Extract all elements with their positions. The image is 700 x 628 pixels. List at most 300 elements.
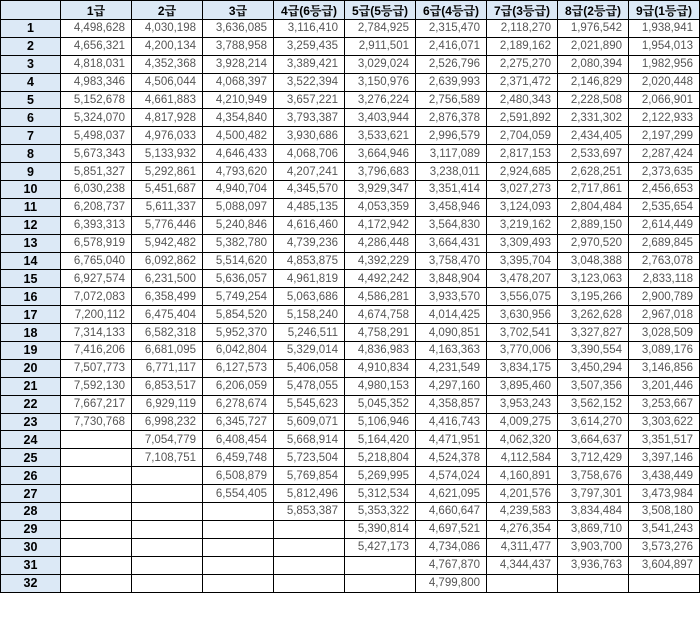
- salary-cell: 3,930,686: [274, 127, 345, 145]
- salary-cell: [274, 538, 345, 556]
- salary-cell: 3,390,554: [558, 342, 629, 360]
- salary-cell: 1,954,013: [629, 37, 700, 55]
- salary-cell: 3,309,493: [487, 234, 558, 252]
- salary-cell: 4,207,241: [274, 163, 345, 181]
- row-header-step: 21: [1, 377, 61, 395]
- salary-cell: 7,416,206: [61, 342, 132, 360]
- salary-cell: 2,066,901: [629, 91, 700, 109]
- salary-cell: 4,358,857: [416, 395, 487, 413]
- salary-cell: 4,799,800: [416, 574, 487, 592]
- column-header-grade-3: 3급: [203, 1, 274, 20]
- salary-cell: 4,286,448: [345, 234, 416, 252]
- salary-cell: 3,834,175: [487, 359, 558, 377]
- table-row: [1, 538, 700, 556]
- column-header-grade-8: 8급(2등급): [558, 1, 629, 20]
- table-row: [1, 503, 700, 521]
- salary-cell: 3,351,517: [629, 431, 700, 449]
- row-header-step: 2: [1, 37, 61, 55]
- row-header-step: 3: [1, 55, 61, 73]
- salary-cell: 3,933,570: [416, 288, 487, 306]
- salary-cell: 5,063,686: [274, 288, 345, 306]
- salary-cell: [487, 574, 558, 592]
- salary-cell: 3,758,470: [416, 252, 487, 270]
- salary-cell: 3,123,063: [558, 270, 629, 288]
- row-header-step: 20: [1, 359, 61, 377]
- salary-cell: 4,983,346: [61, 73, 132, 91]
- salary-cell: 3,903,700: [558, 538, 629, 556]
- salary-cell: 4,646,433: [203, 145, 274, 163]
- salary-cell: 6,554,405: [203, 485, 274, 503]
- salary-cell: 6,771,117: [132, 359, 203, 377]
- salary-cell: 6,092,862: [132, 252, 203, 270]
- salary-cell: 2,371,472: [487, 73, 558, 91]
- salary-cell: 3,403,944: [345, 109, 416, 127]
- salary-cell: 3,793,387: [274, 109, 345, 127]
- salary-cell: 5,851,327: [61, 163, 132, 181]
- salary-cell: [345, 574, 416, 592]
- row-header-step: 9: [1, 163, 61, 181]
- salary-cell: 6,358,499: [132, 288, 203, 306]
- salary-cell: 5,952,370: [203, 324, 274, 342]
- salary-cell: 4,276,354: [487, 520, 558, 538]
- salary-cell: 4,311,477: [487, 538, 558, 556]
- salary-cell: 4,112,584: [487, 449, 558, 467]
- row-header-step: 16: [1, 288, 61, 306]
- salary-cell: 5,353,322: [345, 503, 416, 521]
- salary-cell: 5,749,254: [203, 288, 274, 306]
- salary-cell: 4,524,378: [416, 449, 487, 467]
- salary-cell: 4,758,291: [345, 324, 416, 342]
- salary-cell: 5,451,687: [132, 181, 203, 199]
- row-header-step: 4: [1, 73, 61, 91]
- salary-cell: 4,940,704: [203, 181, 274, 199]
- table-row: [1, 377, 700, 395]
- salary-cell: 3,124,093: [487, 198, 558, 216]
- salary-cell: 6,393,313: [61, 216, 132, 234]
- salary-cell: 4,201,576: [487, 485, 558, 503]
- salary-cell: 6,929,119: [132, 395, 203, 413]
- salary-cell: 3,522,394: [274, 73, 345, 91]
- table-row: [1, 520, 700, 538]
- salary-cell: 3,303,622: [629, 413, 700, 431]
- salary-cell: 3,473,984: [629, 485, 700, 503]
- salary-cell: 2,416,071: [416, 37, 487, 55]
- salary-cell: 2,756,589: [416, 91, 487, 109]
- table-row: [1, 324, 700, 342]
- salary-cell: 3,636,085: [203, 20, 274, 38]
- salary-cell: 6,765,040: [61, 252, 132, 270]
- table-row: [1, 20, 700, 38]
- salary-cell: 5,636,057: [203, 270, 274, 288]
- salary-cell: 4,014,425: [416, 306, 487, 324]
- salary-cell: [203, 574, 274, 592]
- salary-cell: 3,564,830: [416, 216, 487, 234]
- salary-cell: 5,382,780: [203, 234, 274, 252]
- column-header-grade-7: 7급(3등급): [487, 1, 558, 20]
- salary-cell: [203, 520, 274, 538]
- salary-cell: [629, 574, 700, 592]
- salary-cell: [274, 520, 345, 538]
- salary-cell: 3,450,294: [558, 359, 629, 377]
- table-row: [1, 556, 700, 574]
- salary-cell: 3,507,356: [558, 377, 629, 395]
- row-header-step: 24: [1, 431, 61, 449]
- salary-cell: 2,287,424: [629, 145, 700, 163]
- table-row: [1, 359, 700, 377]
- row-header-step: 25: [1, 449, 61, 467]
- salary-cell: 3,953,243: [487, 395, 558, 413]
- salary-cell: 2,373,635: [629, 163, 700, 181]
- salary-cell: [203, 503, 274, 521]
- salary-cell: 2,122,933: [629, 109, 700, 127]
- salary-cell: 3,238,011: [416, 163, 487, 181]
- salary-cell: 2,533,697: [558, 145, 629, 163]
- salary-cell: 4,471,951: [416, 431, 487, 449]
- salary-cell: 3,146,856: [629, 359, 700, 377]
- salary-cell: 7,507,773: [61, 359, 132, 377]
- salary-cell: 3,664,946: [345, 145, 416, 163]
- salary-cell: 2,331,302: [558, 109, 629, 127]
- salary-cell: [132, 574, 203, 592]
- salary-cell: 7,314,133: [61, 324, 132, 342]
- salary-cell: 3,928,214: [203, 55, 274, 73]
- salary-cell: 1,976,542: [558, 20, 629, 38]
- salary-cell: 4,767,870: [416, 556, 487, 574]
- table-row: [1, 109, 700, 127]
- salary-cell: 6,231,500: [132, 270, 203, 288]
- salary-cell: [61, 520, 132, 538]
- salary-cell: 6,208,737: [61, 198, 132, 216]
- salary-cell: 2,889,150: [558, 216, 629, 234]
- salary-cell: 4,352,368: [132, 55, 203, 73]
- column-header-grade-4: 4급(6등급): [274, 1, 345, 20]
- salary-cell: 4,090,851: [416, 324, 487, 342]
- salary-cell: 2,118,270: [487, 20, 558, 38]
- row-header-step: 1: [1, 20, 61, 38]
- salary-cell: 2,967,018: [629, 306, 700, 324]
- salary-cell: 3,796,683: [345, 163, 416, 181]
- salary-cell: 5,853,387: [274, 503, 345, 521]
- table-row: [1, 413, 700, 431]
- row-header-step: 32: [1, 574, 61, 592]
- table-row: [1, 37, 700, 55]
- column-header-grade-2: 2급: [132, 1, 203, 20]
- salary-cell: 6,408,454: [203, 431, 274, 449]
- salary-cell: 6,042,804: [203, 342, 274, 360]
- salary-cell: 3,395,704: [487, 252, 558, 270]
- table-row: [1, 395, 700, 413]
- row-header-step: 28: [1, 503, 61, 521]
- salary-cell: 4,739,236: [274, 234, 345, 252]
- salary-cell: 5,609,071: [274, 413, 345, 431]
- salary-cell: [132, 485, 203, 503]
- salary-cell: 4,661,883: [132, 91, 203, 109]
- salary-cell: 2,717,861: [558, 181, 629, 199]
- salary-cell: 5,269,995: [345, 467, 416, 485]
- table-header: [1, 1, 700, 20]
- salary-cell: 7,072,083: [61, 288, 132, 306]
- salary-cell: 1,938,941: [629, 20, 700, 38]
- salary-cell: 4,853,875: [274, 252, 345, 270]
- row-header-step: 19: [1, 342, 61, 360]
- salary-cell: 4,172,942: [345, 216, 416, 234]
- salary-cell: 5,498,037: [61, 127, 132, 145]
- salary-cell: 4,500,482: [203, 127, 274, 145]
- salary-cell: 2,689,845: [629, 234, 700, 252]
- salary-cell: 3,048,388: [558, 252, 629, 270]
- salary-cell: 5,218,804: [345, 449, 416, 467]
- salary-cell: 3,262,628: [558, 306, 629, 324]
- salary-cell: 7,108,751: [132, 449, 203, 467]
- salary-cell: 6,853,517: [132, 377, 203, 395]
- salary-cell: 4,506,044: [132, 73, 203, 91]
- salary-cell: 4,009,275: [487, 413, 558, 431]
- salary-cell: 2,876,378: [416, 109, 487, 127]
- salary-cell: 3,556,075: [487, 288, 558, 306]
- salary-cell: [61, 431, 132, 449]
- salary-cell: 5,246,511: [274, 324, 345, 342]
- salary-cell: 3,201,446: [629, 377, 700, 395]
- salary-cell: 4,297,160: [416, 377, 487, 395]
- salary-cell: 6,127,573: [203, 359, 274, 377]
- row-header-step: 8: [1, 145, 61, 163]
- salary-cell: 4,660,647: [416, 503, 487, 521]
- salary-cell: 5,045,352: [345, 395, 416, 413]
- salary-cell: 5,312,534: [345, 485, 416, 503]
- salary-cell: 3,253,667: [629, 395, 700, 413]
- salary-cell: 6,508,879: [203, 467, 274, 485]
- salary-cell: 4,586,281: [345, 288, 416, 306]
- table-row: [1, 198, 700, 216]
- salary-cell: [558, 574, 629, 592]
- salary-cell: 2,763,078: [629, 252, 700, 270]
- salary-cell: 5,611,337: [132, 198, 203, 216]
- salary-cell: 2,315,470: [416, 20, 487, 38]
- salary-cell: 4,231,549: [416, 359, 487, 377]
- row-header-step: 26: [1, 467, 61, 485]
- salary-cell: [132, 538, 203, 556]
- column-header-grade-1: 1급: [61, 1, 132, 20]
- row-header-step: 14: [1, 252, 61, 270]
- salary-cell: 3,089,176: [629, 342, 700, 360]
- salary-cell: 5,723,504: [274, 449, 345, 467]
- salary-cell: 3,276,224: [345, 91, 416, 109]
- salary-cell: 6,345,727: [203, 413, 274, 431]
- salary-cell: 4,416,743: [416, 413, 487, 431]
- salary-cell: 3,351,414: [416, 181, 487, 199]
- salary-cell: 4,674,758: [345, 306, 416, 324]
- salary-cell: 2,080,394: [558, 55, 629, 73]
- salary-cell: 2,021,890: [558, 37, 629, 55]
- salary-cell: 2,639,993: [416, 73, 487, 91]
- salary-cell: 3,770,006: [487, 342, 558, 360]
- salary-cell: 3,936,763: [558, 556, 629, 574]
- salary-cell: [61, 503, 132, 521]
- row-header-step: 7: [1, 127, 61, 145]
- salary-cell: 2,996,579: [416, 127, 487, 145]
- salary-cell: 4,818,031: [61, 55, 132, 73]
- table-row: [1, 467, 700, 485]
- salary-cell: 4,062,320: [487, 431, 558, 449]
- salary-cell: 6,578,919: [61, 234, 132, 252]
- salary-cell: 4,160,891: [487, 467, 558, 485]
- salary-cell: 5,812,496: [274, 485, 345, 503]
- table-row: [1, 270, 700, 288]
- salary-cell: 4,239,583: [487, 503, 558, 521]
- column-header-grade-6: 6급(4등급): [416, 1, 487, 20]
- table-row: [1, 306, 700, 324]
- salary-cell: 3,458,946: [416, 198, 487, 216]
- salary-cell: 5,406,058: [274, 359, 345, 377]
- salary-cell: 4,961,819: [274, 270, 345, 288]
- salary-cell: 4,492,242: [345, 270, 416, 288]
- salary-cell: [61, 467, 132, 485]
- salary-cell: 1,982,956: [629, 55, 700, 73]
- salary-cell: 4,392,229: [345, 252, 416, 270]
- column-header-grade-9: 9급(1등급): [629, 1, 700, 20]
- row-header-step: 5: [1, 91, 61, 109]
- salary-cell: 4,485,135: [274, 198, 345, 216]
- row-header-step: 11: [1, 198, 61, 216]
- salary-cell: [274, 574, 345, 592]
- salary-cell: 3,508,180: [629, 503, 700, 521]
- salary-cell: 2,924,685: [487, 163, 558, 181]
- salary-cell: 5,478,055: [274, 377, 345, 395]
- salary-cell: 3,797,301: [558, 485, 629, 503]
- row-header-step: 29: [1, 520, 61, 538]
- table-row: [1, 181, 700, 199]
- table-row: [1, 431, 700, 449]
- salary-cell: 5,668,914: [274, 431, 345, 449]
- salary-cell: 3,438,449: [629, 467, 700, 485]
- column-header-grade-5: 5급(5등급): [345, 1, 416, 20]
- salary-cell: 4,345,570: [274, 181, 345, 199]
- salary-cell: 7,054,779: [132, 431, 203, 449]
- salary-cell: 3,533,621: [345, 127, 416, 145]
- salary-cell: 2,804,484: [558, 198, 629, 216]
- header-row: [1, 1, 700, 20]
- salary-cell: 2,146,829: [558, 73, 629, 91]
- salary-cell: 4,068,397: [203, 73, 274, 91]
- salary-cell: [61, 449, 132, 467]
- salary-cell: [61, 574, 132, 592]
- salary-cell: 3,788,958: [203, 37, 274, 55]
- salary-cell: 2,275,270: [487, 55, 558, 73]
- table-row: [1, 449, 700, 467]
- salary-cell: 2,591,892: [487, 109, 558, 127]
- row-header-step: 10: [1, 181, 61, 199]
- salary-cell: 3,604,897: [629, 556, 700, 574]
- salary-cell: 4,697,521: [416, 520, 487, 538]
- salary-cell: 2,911,501: [345, 37, 416, 55]
- salary-cell: 3,664,637: [558, 431, 629, 449]
- row-header-step: 27: [1, 485, 61, 503]
- salary-cell: 5,324,070: [61, 109, 132, 127]
- table-body: [1, 20, 700, 593]
- table-row: [1, 574, 700, 592]
- salary-cell: [203, 556, 274, 574]
- salary-cell: 3,150,976: [345, 73, 416, 91]
- salary-cell: 3,712,429: [558, 449, 629, 467]
- table-row: [1, 73, 700, 91]
- salary-cell: 6,927,574: [61, 270, 132, 288]
- salary-cell: 3,869,710: [558, 520, 629, 538]
- salary-cell: 3,397,146: [629, 449, 700, 467]
- salary-cell: 4,163,363: [416, 342, 487, 360]
- salary-cell: 7,200,112: [61, 306, 132, 324]
- table-row: [1, 127, 700, 145]
- salary-cell: 4,053,359: [345, 198, 416, 216]
- salary-cell: 5,292,861: [132, 163, 203, 181]
- salary-cell: 7,592,130: [61, 377, 132, 395]
- salary-cell: 4,980,153: [345, 377, 416, 395]
- table-row: [1, 163, 700, 181]
- salary-cell: 3,664,431: [416, 234, 487, 252]
- row-header-step: 23: [1, 413, 61, 431]
- salary-cell: 4,210,949: [203, 91, 274, 109]
- salary-cell: 3,116,410: [274, 20, 345, 38]
- salary-cell: 4,910,834: [345, 359, 416, 377]
- salary-cell: 5,390,814: [345, 520, 416, 538]
- row-header-step: 17: [1, 306, 61, 324]
- row-header-step: 12: [1, 216, 61, 234]
- salary-cell: 4,068,706: [274, 145, 345, 163]
- salary-cell: 5,158,240: [274, 306, 345, 324]
- table-row: [1, 252, 700, 270]
- salary-cell: 3,027,273: [487, 181, 558, 199]
- row-header-step: 15: [1, 270, 61, 288]
- table-row: [1, 91, 700, 109]
- salary-cell: 5,152,678: [61, 91, 132, 109]
- salary-cell: 5,106,946: [345, 413, 416, 431]
- salary-cell: 3,657,221: [274, 91, 345, 109]
- salary-cell: 3,848,904: [416, 270, 487, 288]
- salary-cell: 7,667,217: [61, 395, 132, 413]
- salary-cell: 2,434,405: [558, 127, 629, 145]
- row-header-step: 6: [1, 109, 61, 127]
- salary-cell: 2,535,654: [629, 198, 700, 216]
- salary-cell: 6,998,232: [132, 413, 203, 431]
- salary-cell: 3,219,162: [487, 216, 558, 234]
- salary-cell: [132, 520, 203, 538]
- table-row: [1, 145, 700, 163]
- salary-cell: 4,656,321: [61, 37, 132, 55]
- salary-cell: 3,195,266: [558, 288, 629, 306]
- salary-cell: 2,784,925: [345, 20, 416, 38]
- salary-cell: 4,354,840: [203, 109, 274, 127]
- corner-cell: [1, 1, 61, 20]
- salary-cell: 3,029,024: [345, 55, 416, 73]
- salary-cell: 2,900,789: [629, 288, 700, 306]
- salary-cell: 2,614,449: [629, 216, 700, 234]
- row-header-step: 13: [1, 234, 61, 252]
- salary-cell: 4,498,628: [61, 20, 132, 38]
- salary-cell: 5,427,173: [345, 538, 416, 556]
- salary-cell: 3,895,460: [487, 377, 558, 395]
- salary-cell: 3,541,243: [629, 520, 700, 538]
- salary-cell: 3,028,509: [629, 324, 700, 342]
- salary-cell: 4,793,620: [203, 163, 274, 181]
- salary-cell: 5,769,854: [274, 467, 345, 485]
- salary-cell: 4,200,134: [132, 37, 203, 55]
- table-row: [1, 342, 700, 360]
- salary-cell: 6,030,238: [61, 181, 132, 199]
- salary-cell: 4,976,033: [132, 127, 203, 145]
- salary-cell: [345, 556, 416, 574]
- salary-cell: 5,240,846: [203, 216, 274, 234]
- salary-cell: 2,480,343: [487, 91, 558, 109]
- salary-cell: 5,164,420: [345, 431, 416, 449]
